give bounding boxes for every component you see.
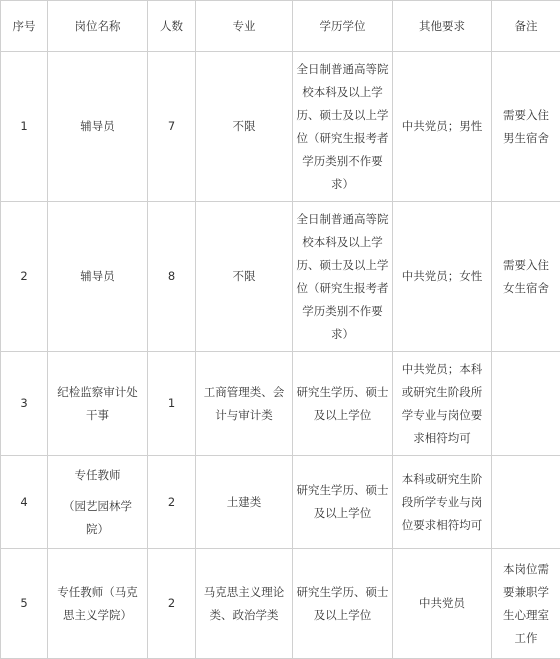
cell-position: [48, 456, 148, 549]
header-note: 备注: [492, 1, 560, 52]
cell-degree: 研究生学历、硕士 及以上学位: [293, 456, 393, 549]
cell-note: [492, 352, 560, 456]
cell-major: 不限: [196, 202, 293, 352]
cell-no: 3: [1, 352, 48, 456]
header-major: 专业: [196, 1, 293, 52]
cell-position: 专任教师（马克 思主义学院）: [48, 549, 148, 659]
cell-count: 7: [148, 52, 196, 202]
cell-major: 工商管理类、会 计与审计类: [196, 352, 293, 456]
cell-other: 中共党员: [393, 549, 492, 659]
header-degree: 学历学位: [293, 1, 393, 52]
header-no: 序号: [1, 1, 48, 52]
table-row: [1, 52, 560, 202]
cell-major: 不限: [196, 52, 293, 202]
cell-note: 本岗位需 要兼职学 生心理室 工作: [492, 549, 560, 659]
cell-degree: 全日制普通高等院 校本科及以上学 历、硕士及以上学 位（研究生报考者 学历类别不作要 求）: [293, 202, 393, 352]
cell-count: 2: [148, 549, 196, 659]
position-title: 专任教师: [51, 464, 144, 487]
table-row: [1, 549, 560, 659]
cell-position: 辅导员: [48, 52, 148, 202]
cell-position: 纪检监察审计处 干事: [48, 352, 148, 456]
cell-major: 马克思主义理论 类、政治学类: [196, 549, 293, 659]
cell-count: 8: [148, 202, 196, 352]
header-row: [1, 1, 560, 52]
table-row: [1, 352, 560, 456]
header-other: 其他要求: [393, 1, 492, 52]
cell-note: 需要入住 女生宿舍: [492, 202, 560, 352]
cell-other: 中共党员；女性: [393, 202, 492, 352]
table-row: [1, 202, 560, 352]
cell-note: [492, 456, 560, 549]
cell-no: 2: [1, 202, 48, 352]
cell-count: 1: [148, 352, 196, 456]
cell-no: 1: [1, 52, 48, 202]
cell-other: 中共党员；本科 或研究生阶段所 学专业与岗位要 求相符均可: [393, 352, 492, 456]
header-position: 岗位名称: [48, 1, 148, 52]
cell-count: 2: [148, 456, 196, 549]
cell-other: 本科或研究生阶 段所学专业与岗 位要求相符均可: [393, 456, 492, 549]
cell-major: 土建类: [196, 456, 293, 549]
position-department: （园艺园林学 院）: [51, 495, 144, 541]
cell-degree: 研究生学历、硕士 及以上学位: [293, 352, 393, 456]
cell-no: 5: [1, 549, 48, 659]
cell-degree: 研究生学历、硕士 及以上学位: [293, 549, 393, 659]
cell-no: 4: [1, 456, 48, 549]
cell-other: 中共党员；男性: [393, 52, 492, 202]
table-row: [1, 456, 560, 549]
cell-position: 辅导员: [48, 202, 148, 352]
cell-degree: 全日制普通高等院 校本科及以上学 历、硕士及以上学 位（研究生报考者 学历类别不作要 求）: [293, 52, 393, 202]
header-count: 人数: [148, 1, 196, 52]
cell-note: 需要入住 男生宿舍: [492, 52, 560, 202]
